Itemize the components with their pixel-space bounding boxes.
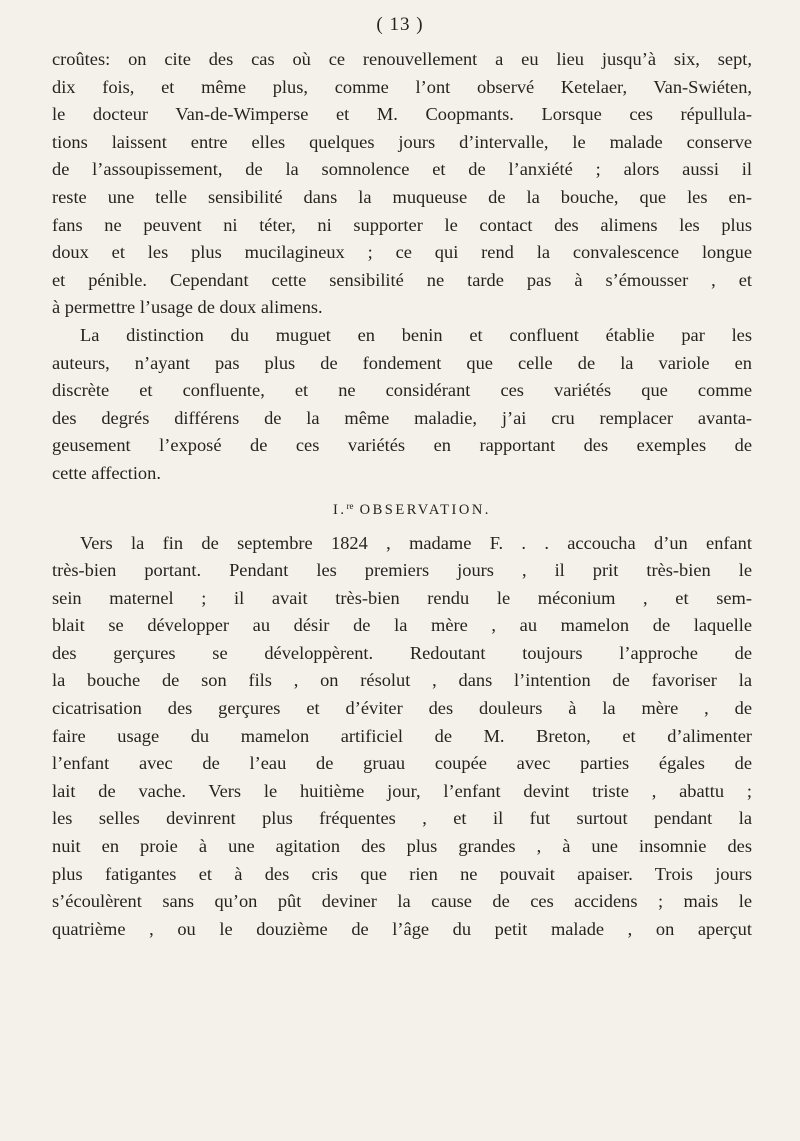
text-line: s’écoulèrent sans qu’on pût deviner la cause de ces accidens ; mais le: [52, 891, 752, 912]
text-line: reste une telle sensibilité dans la muqueuse de la bouche, que les en-: [52, 186, 752, 207]
text-line: de l’assoupissement, de la somnolence et de l’anxiété ; alors aussi il: [52, 159, 752, 180]
text-line: le docteur Van-de-Wimperse et M. Coopmants. Lorsque ces répullula-: [52, 104, 752, 125]
observation-heading: [52, 488, 752, 524]
paragraph-distinction: [52, 322, 752, 488]
heading-superscript: re: [346, 500, 354, 511]
text-line: croûtes: on cite des cas où ce renouvellement a eu lieu jusqu’à six, sept,: [52, 49, 752, 69]
text-line: cette affection.: [52, 462, 161, 483]
text-line: discrète et confluente, et ne considérant ces variétés que comme: [52, 380, 752, 401]
text-line: à permettre l’usage de doux alimens.: [52, 297, 323, 318]
text-line: fans ne peuvent ni téter, ni supporter le contact des alimens les plus: [52, 214, 752, 235]
paragraph-continuation: [52, 46, 752, 322]
text-line: quatrième , ou le douzième de l’âge du petit malade , on aperçut: [52, 918, 752, 939]
text-line: des gerçures se développèrent. Redoutant toujours l’approche de: [52, 642, 752, 663]
text-line: et pénible. Cependant cette sensibilité ne tarde pas à s’émousser , et: [52, 269, 752, 290]
text-line: blait se développer au désir de la mère , au mamelon de laquelle: [52, 615, 752, 636]
text-line: les selles devinrent plus fréquentes , et il fut surtout pendant la: [52, 808, 752, 829]
text-line: sein maternel ; il avait très-bien rendu le méconium , et sem-: [52, 587, 752, 608]
heading-numeral: I.: [333, 501, 347, 518]
text-line: la bouche de son fils , on résolut , dans l’intention de favoriser la: [52, 670, 752, 691]
text-line: l’enfant avec de l’eau de gruau coupée avec parties égales de: [52, 753, 752, 774]
text-line: Vers la fin de septembre 1824 , madame F. . . accoucha d’un enfant: [80, 532, 752, 553]
paragraph-observation: [52, 530, 752, 944]
heading-label: OBSERVATION.: [359, 501, 491, 518]
text-line: doux et les plus mucilagineux ; ce qui rend la convalescence longue: [52, 242, 752, 263]
text-line: nuit en proie à une agitation des plus grandes , à une insomnie des: [52, 836, 752, 857]
text-line: cicatrisation des gerçures et d’éviter des douleurs à la mère , de: [52, 698, 752, 719]
text-line: faire usage du mamelon artificiel de M. Breton, et d’alimenter: [52, 725, 752, 746]
text-line: tions laissent entre elles quelques jours d’intervalle, le malade conserve: [52, 131, 752, 152]
page-number: ( 13 ): [376, 14, 424, 35]
text-line: geusement l’exposé de ces variétés en rapportant des exemples de: [52, 435, 752, 456]
body-text: [52, 46, 752, 943]
text-line: auteurs, n’ayant pas plus de fondement que celle de la variole en: [52, 352, 752, 373]
text-line: plus fatigantes et à des cris que rien ne pouvait apaiser. Trois jours: [52, 863, 752, 884]
text-line: lait de vache. Vers le huitième jour, l’enfant devint triste , abattu ;: [52, 780, 752, 801]
text-line: dix fois, et même plus, comme l’ont observé Ketelaer, Van-Swiéten,: [52, 76, 752, 97]
text-line: des degrés différens de la même maladie, j’ai cru remplacer avanta-: [52, 407, 752, 428]
text-line: très-bien portant. Pendant les premiers jours , il prit très-bien le: [52, 560, 752, 581]
text-line: La distinction du muguet en benin et confluent établie par les: [80, 324, 752, 345]
